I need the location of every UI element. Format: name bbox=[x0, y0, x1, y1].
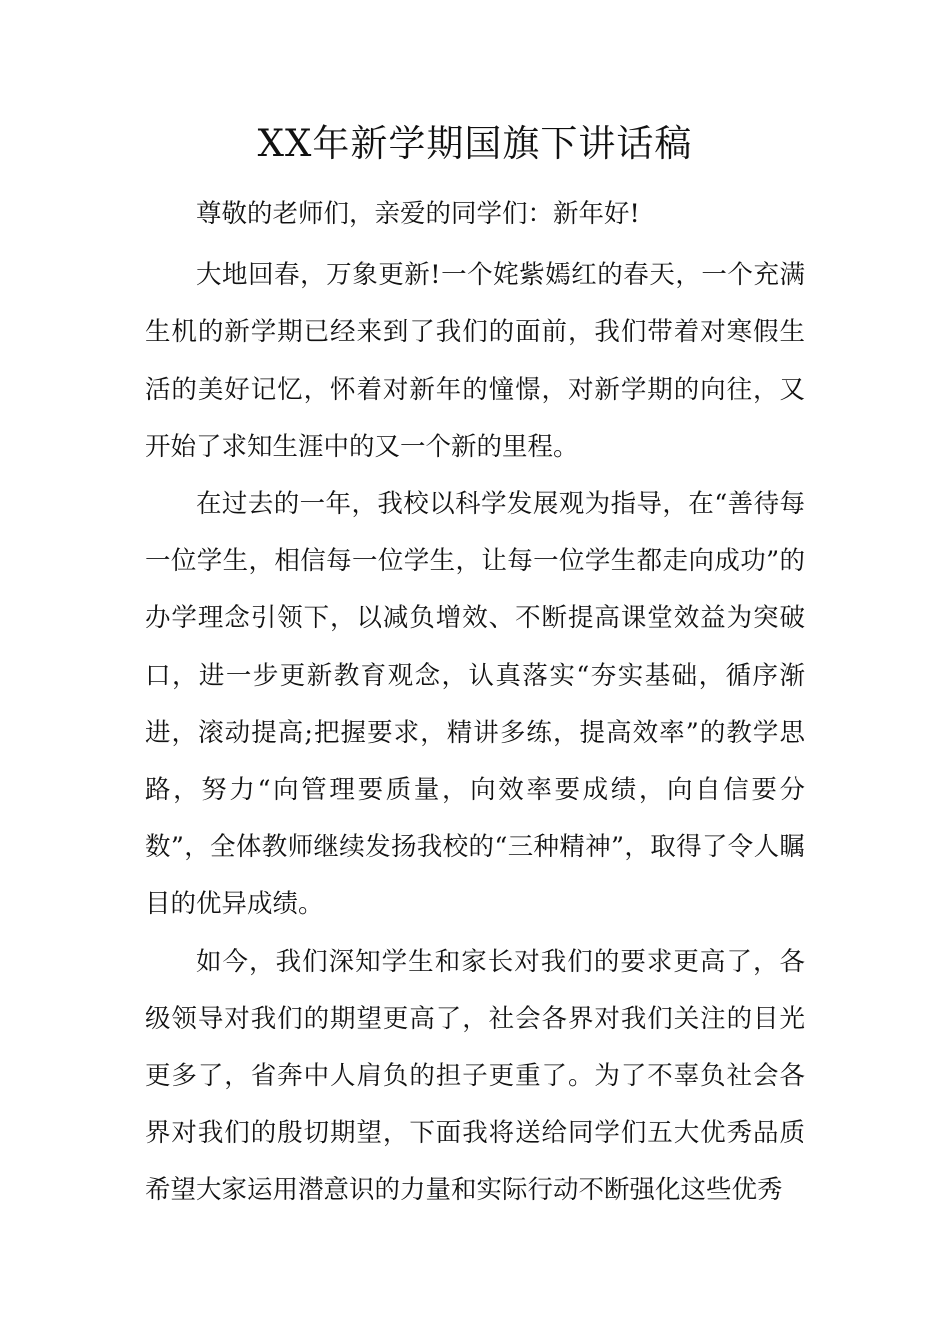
body-paragraph: 在过去的一年，我校以科学发展观为指导，在“善待每一位学生，相信每一位学生，让每一位学生都走向成功”的办学理念引领下，以减负增效、不断提高课堂效益为突破口，进一步更新教育观念，认真落实“夯实基础，循序渐进，滚动提高;把握要求，精讲多练，提高效率”的教学思路，努力“向管理要质量，向效率要成绩，向自信要分数”，全体教师继续发扬我校的“三种精神”，取得了令人瞩目的优异成绩。 bbox=[145, 489, 805, 920]
body-paragraph: 如今，我们深知学生和家长对我们的要求更高了，各级领导对我们的期望更高了，社会各界对我们关注的目光更多了，省奔中人肩负的担子更重了。为了不辜负社会各界对我们的殷切期望，下面我将送给同学们五大优秀品质希望大家运用潜意识的力量和实际行动不断强化这些优秀 bbox=[145, 946, 805, 1206]
document-title: XX年新学期国旗下讲话稿 bbox=[257, 122, 693, 165]
greeting-paragraph: 尊敬的老师们，亲爱的同学们：新年好! bbox=[196, 199, 640, 229]
document-body bbox=[145, 186, 805, 1220]
body-paragraph: 大地回春，万象更新!一个姹紫嫣红的春天，一个充满生机的新学期已经来到了我们的面前，我们带着对寒假生活的美好记忆，怀着对新年的憧憬，对新学期的向往，又开始了求知生涯中的又一个新的里程。 bbox=[145, 260, 805, 462]
